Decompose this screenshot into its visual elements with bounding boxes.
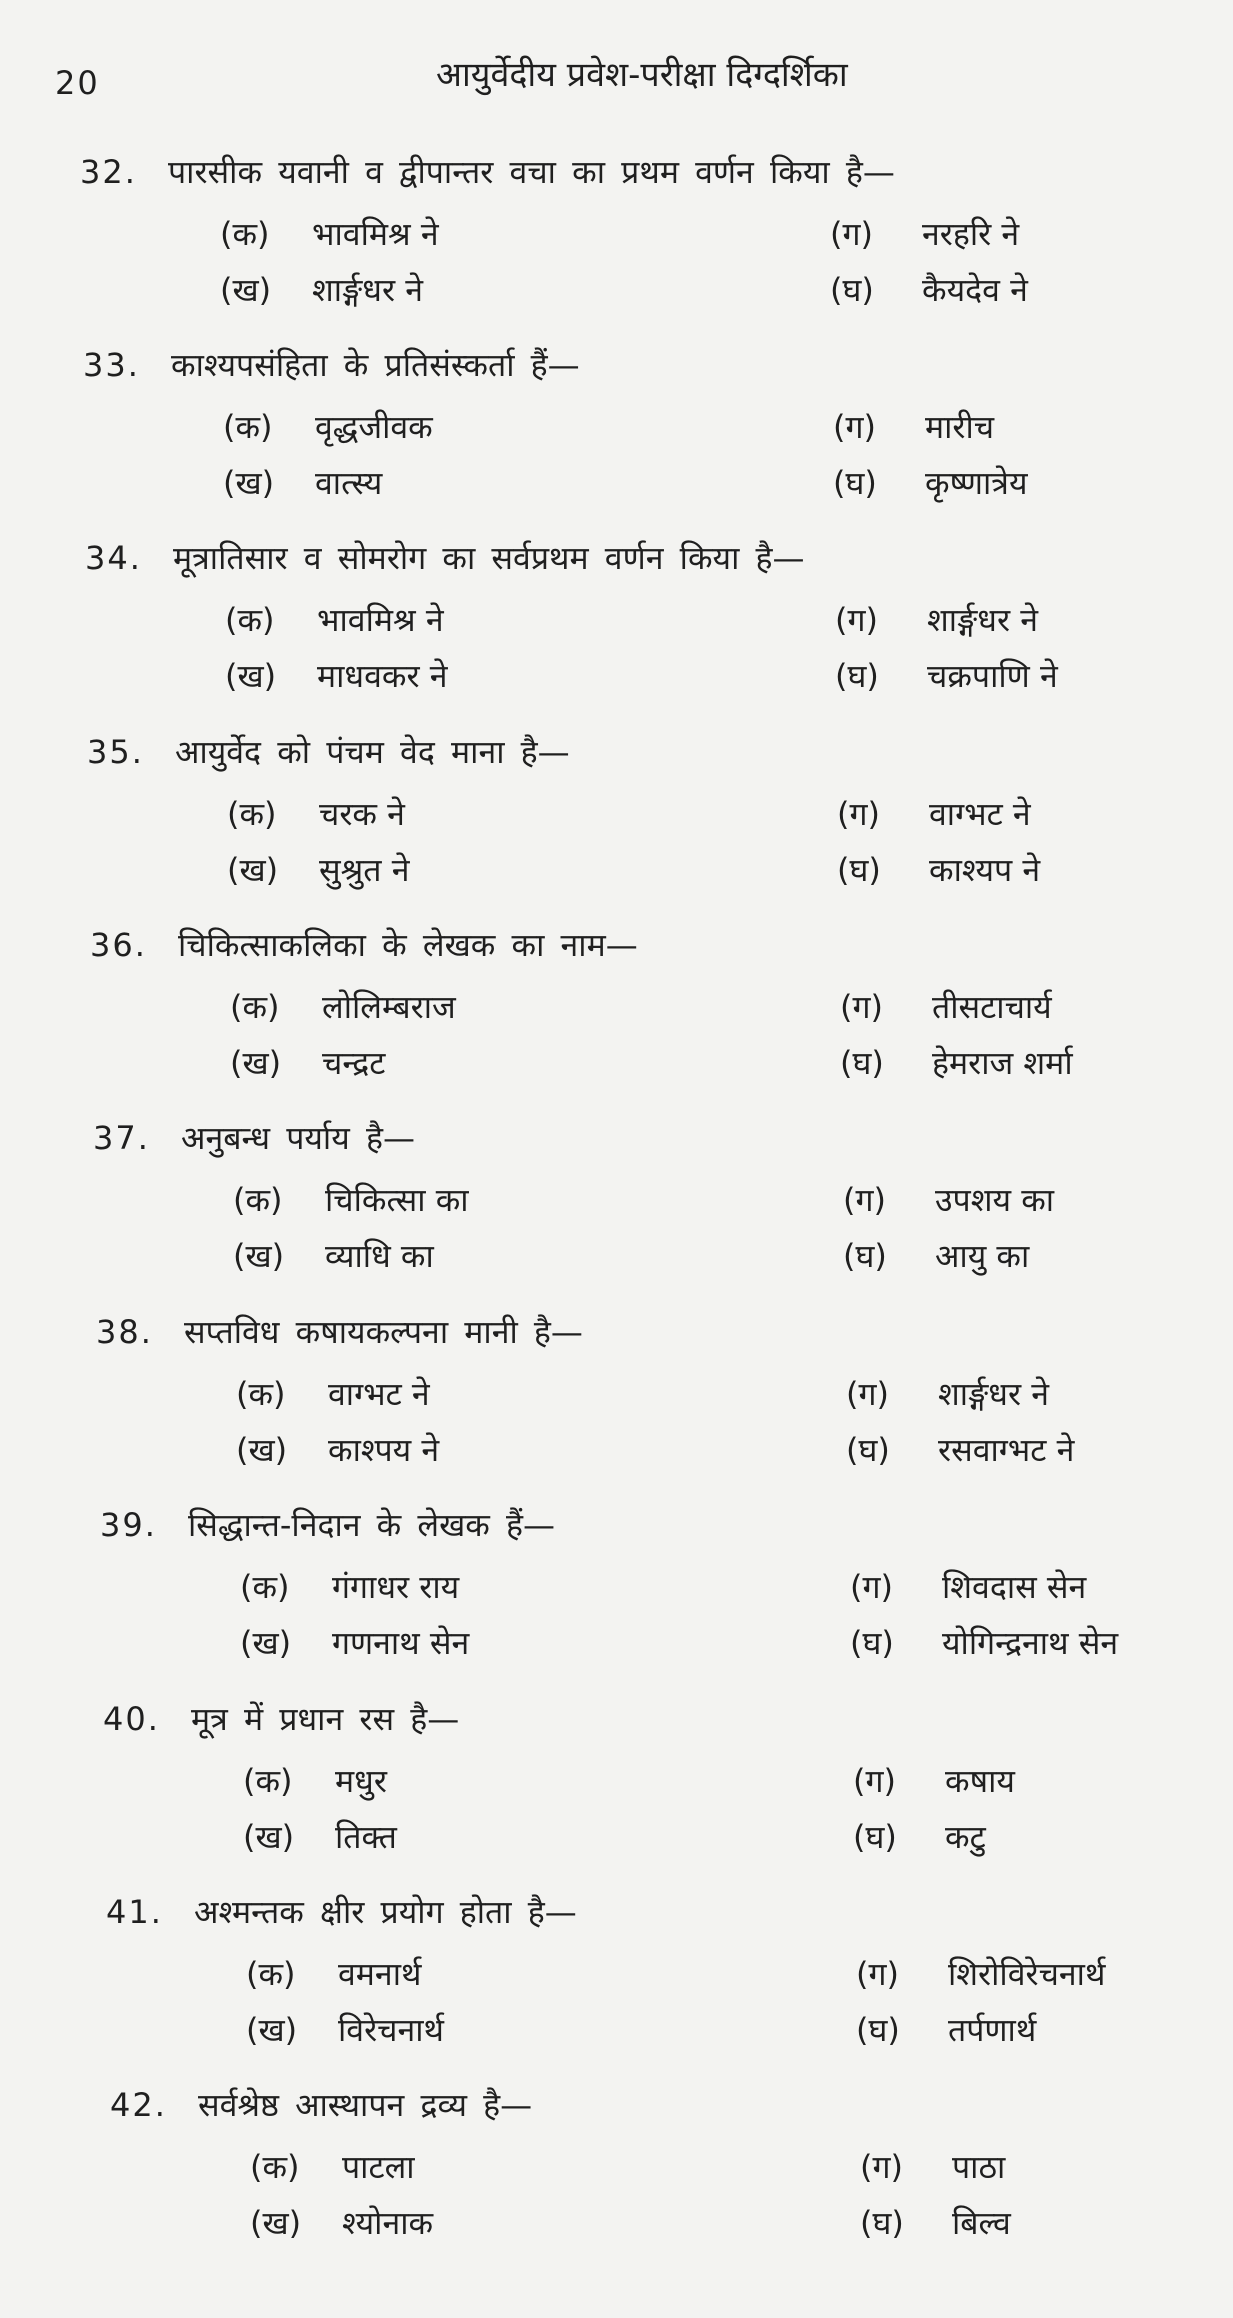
question-stem xyxy=(110,2083,532,2126)
option-marker: (घ) xyxy=(833,464,877,502)
question-text: सिद्धान्त-निदान के लेखक हैं— xyxy=(188,1506,556,1544)
option-marker: (घ) xyxy=(846,1431,890,1469)
option-ga xyxy=(860,2145,1005,2188)
question-37 xyxy=(93,1116,1193,1302)
option-marker: (ग) xyxy=(860,2148,903,2186)
option-kha xyxy=(230,1041,385,1084)
option-marker: (घ) xyxy=(860,2204,904,2242)
option-ka xyxy=(225,598,444,641)
option-marker: (घ) xyxy=(837,851,881,889)
question-stem xyxy=(90,923,638,966)
question-number: 33. xyxy=(83,346,140,384)
question-number: 42. xyxy=(110,2086,167,2124)
option-marker: (ग) xyxy=(833,408,876,446)
option-marker: (ग) xyxy=(846,1375,889,1413)
option-ka xyxy=(230,985,456,1028)
option-ka xyxy=(250,2145,415,2188)
question-number: 38. xyxy=(96,1313,153,1351)
option-text: श्योनाक xyxy=(342,2204,434,2242)
option-marker: (ख) xyxy=(225,657,277,695)
option-marker: (घ) xyxy=(853,1818,897,1856)
option-kha xyxy=(240,1621,469,1664)
option-gha xyxy=(856,2008,1036,2051)
question-stem xyxy=(103,1697,459,1740)
question-stem xyxy=(106,1890,577,1933)
option-text: भावमिश्र ने xyxy=(312,215,439,253)
option-text: वृद्धजीवक xyxy=(315,408,433,446)
question-text: मूत्रातिसार व सोमरोग का सर्वप्रथम वर्णन किया है— xyxy=(173,539,805,577)
option-gha xyxy=(840,1041,1073,1084)
question-number: 35. xyxy=(87,733,144,771)
option-marker: (क) xyxy=(240,1568,290,1606)
option-text: शिवदास सेन xyxy=(942,1568,1087,1606)
question-number: 40. xyxy=(103,1700,160,1738)
option-kha xyxy=(243,1815,397,1858)
option-marker: (ख) xyxy=(243,1818,295,1856)
question-text: मूत्र में प्रधान रस है— xyxy=(191,1700,460,1738)
option-marker: (घ) xyxy=(856,2011,900,2049)
question-text: अनुबन्ध पर्याय है— xyxy=(181,1119,415,1157)
option-kha xyxy=(225,654,448,697)
option-marker: (क) xyxy=(243,1762,293,1800)
option-text: काश्पय ने xyxy=(328,1431,440,1469)
option-kha xyxy=(246,2008,444,2051)
option-gha xyxy=(835,654,1058,697)
option-text: विरेचनार्थ xyxy=(338,2011,444,2049)
option-gha xyxy=(830,268,1028,311)
question-39 xyxy=(100,1503,1200,1689)
option-text: नरहरि ने xyxy=(922,215,1020,253)
question-38 xyxy=(96,1310,1196,1496)
option-marker: (ग) xyxy=(830,215,873,253)
option-marker: (ख) xyxy=(246,2011,298,2049)
question-text: अश्मन्तक क्षीर प्रयोग होता है— xyxy=(194,1893,577,1931)
option-marker: (घ) xyxy=(843,1237,887,1275)
option-text: तीसटाचार्य xyxy=(932,988,1052,1026)
option-gha xyxy=(833,461,1028,504)
option-marker: (ख) xyxy=(233,1237,285,1275)
option-ga xyxy=(853,1759,1015,1802)
option-marker: (ख) xyxy=(230,1044,282,1082)
question-text: सप्तविध कषायकल्पना मानी है— xyxy=(184,1313,583,1351)
question-33 xyxy=(83,343,1183,529)
option-text: माधवकर ने xyxy=(317,657,448,695)
option-gha xyxy=(846,1428,1074,1471)
option-text: गंगाधर राय xyxy=(332,1568,460,1606)
option-kha xyxy=(223,461,382,504)
option-text: चिकित्सा का xyxy=(325,1181,469,1219)
option-marker: (घ) xyxy=(830,271,874,309)
option-marker: (घ) xyxy=(840,1044,884,1082)
option-marker: (ख) xyxy=(223,464,275,502)
option-text: उपशय का xyxy=(935,1181,1055,1219)
question-stem xyxy=(83,343,580,386)
option-text: लोलिम्बराज xyxy=(322,988,456,1026)
option-marker: (ख) xyxy=(250,2204,302,2242)
option-marker: (क) xyxy=(223,408,273,446)
option-text: मारीच xyxy=(925,408,995,446)
option-marker: (घ) xyxy=(835,657,879,695)
option-ka xyxy=(246,1952,421,1995)
option-text: गणनाथ सेन xyxy=(332,1624,470,1662)
question-stem xyxy=(85,536,805,579)
question-number: 37. xyxy=(93,1119,150,1157)
question-text: चिकित्साकलिका के लेखक का नाम— xyxy=(178,926,638,964)
option-kha xyxy=(227,848,409,891)
option-marker: (ग) xyxy=(843,1181,886,1219)
question-40 xyxy=(103,1697,1203,1883)
question-41 xyxy=(106,1890,1206,2076)
option-text: चन्द्रट xyxy=(322,1044,386,1082)
option-text: कृष्णात्रेय xyxy=(925,464,1028,502)
option-marker: (ग) xyxy=(856,1955,899,1993)
option-kha xyxy=(220,268,423,311)
option-ka xyxy=(223,405,433,448)
option-marker: (क) xyxy=(230,988,280,1026)
option-text: कषाय xyxy=(945,1762,1015,1800)
option-ka xyxy=(233,1178,469,1221)
question-number: 41. xyxy=(106,1893,163,1931)
option-gha xyxy=(850,1621,1118,1664)
question-text: सर्वश्रेष्ठ आस्थापन द्रव्य है— xyxy=(198,2086,533,2124)
option-ga xyxy=(850,1565,1086,1608)
option-text: वात्स्य xyxy=(315,464,383,502)
option-text: आयु का xyxy=(935,1237,1030,1275)
option-text: व्याधि का xyxy=(325,1237,434,1275)
option-text: योगिन्द्रनाथ सेन xyxy=(942,1624,1119,1662)
option-ga xyxy=(856,1952,1105,1995)
option-text: काश्यप ने xyxy=(929,851,1041,889)
option-marker: (ग) xyxy=(837,795,880,833)
question-42 xyxy=(110,2083,1210,2269)
option-text: वमनार्थ xyxy=(338,1955,422,1993)
question-35 xyxy=(87,730,1187,916)
option-ga xyxy=(830,212,1019,255)
option-ka xyxy=(240,1565,459,1608)
option-text: शार्ङ्गधर ने xyxy=(927,601,1039,639)
option-text: हेमराज शर्मा xyxy=(932,1044,1073,1082)
option-text: भावमिश्र ने xyxy=(317,601,444,639)
question-36 xyxy=(90,923,1190,1109)
option-ga xyxy=(835,598,1038,641)
question-number: 32. xyxy=(80,153,137,191)
option-marker: (ख) xyxy=(236,1431,288,1469)
option-ga xyxy=(837,792,1031,835)
option-kha xyxy=(233,1234,434,1277)
option-text: शार्ङ्गधर ने xyxy=(938,1375,1050,1413)
option-text: वाग्भट ने xyxy=(328,1375,430,1413)
option-text: सुश्रुत ने xyxy=(319,851,410,889)
question-number: 36. xyxy=(90,926,147,964)
option-marker: (ख) xyxy=(220,271,272,309)
option-marker: (ख) xyxy=(227,851,279,889)
option-text: चक्रपाणि ने xyxy=(927,657,1058,695)
option-marker: (क) xyxy=(220,215,270,253)
option-marker: (क) xyxy=(236,1375,286,1413)
option-ga xyxy=(833,405,994,448)
option-marker: (ग) xyxy=(835,601,878,639)
option-text: पाटला xyxy=(342,2148,415,2186)
option-ka xyxy=(243,1759,387,1802)
option-marker: (क) xyxy=(250,2148,300,2186)
option-marker: (क) xyxy=(246,1955,296,1993)
question-number: 39. xyxy=(100,1506,157,1544)
running-title: आयुर्वेदीय प्रवेश-परीक्षा दिग्दर्शिका xyxy=(436,55,848,95)
option-text: वाग्भट ने xyxy=(929,795,1031,833)
option-kha xyxy=(250,2201,433,2244)
option-gha xyxy=(843,1234,1029,1277)
option-ka xyxy=(220,212,439,255)
question-stem xyxy=(96,1310,583,1353)
option-text: कटु xyxy=(945,1818,986,1856)
option-text: रसवाग्भट ने xyxy=(938,1431,1075,1469)
question-34 xyxy=(85,536,1185,722)
option-marker: (क) xyxy=(225,601,275,639)
option-marker: (ग) xyxy=(840,988,883,1026)
option-kha xyxy=(236,1428,439,1471)
option-text: तिक्त xyxy=(335,1818,397,1856)
question-stem xyxy=(80,150,895,193)
question-stem xyxy=(93,1116,415,1159)
option-text: बिल्व xyxy=(952,2204,1011,2242)
question-text: काश्यपसंहिता के प्रतिसंस्कर्ता हैं— xyxy=(171,346,580,384)
option-marker: (ग) xyxy=(853,1762,896,1800)
option-marker: (ख) xyxy=(240,1624,292,1662)
option-text: तर्पणार्थ xyxy=(948,2011,1037,2049)
question-text: पारसीक यवानी व द्वीपान्तर वचा का प्रथम वर्णन किया है— xyxy=(168,153,895,191)
option-gha xyxy=(837,848,1040,891)
option-ga xyxy=(846,1372,1049,1415)
option-gha xyxy=(860,2201,1011,2244)
option-text: शार्ङ्गधर ने xyxy=(312,271,424,309)
question-text: आयुर्वेद को पंचम वेद माना है— xyxy=(175,733,570,771)
option-text: कैयदेव ने xyxy=(922,271,1028,309)
option-text: चरक ने xyxy=(319,795,405,833)
question-32 xyxy=(80,150,1180,336)
option-marker: (क) xyxy=(233,1181,283,1219)
option-text: मधुर xyxy=(335,1762,387,1800)
option-marker: (घ) xyxy=(850,1624,894,1662)
question-number: 34. xyxy=(85,539,142,577)
option-ga xyxy=(840,985,1052,1028)
option-text: पाठा xyxy=(952,2148,1006,2186)
question-stem xyxy=(100,1503,555,1546)
page-header xyxy=(0,42,1233,112)
option-marker: (ग) xyxy=(850,1568,893,1606)
option-ka xyxy=(236,1372,430,1415)
option-gha xyxy=(853,1815,986,1858)
question-stem xyxy=(87,730,570,773)
option-text: शिरोविरेचनार्थ xyxy=(948,1955,1106,1993)
option-ka xyxy=(227,792,405,835)
option-marker: (क) xyxy=(227,795,277,833)
page-number: 20 xyxy=(55,64,100,102)
option-ga xyxy=(843,1178,1054,1221)
